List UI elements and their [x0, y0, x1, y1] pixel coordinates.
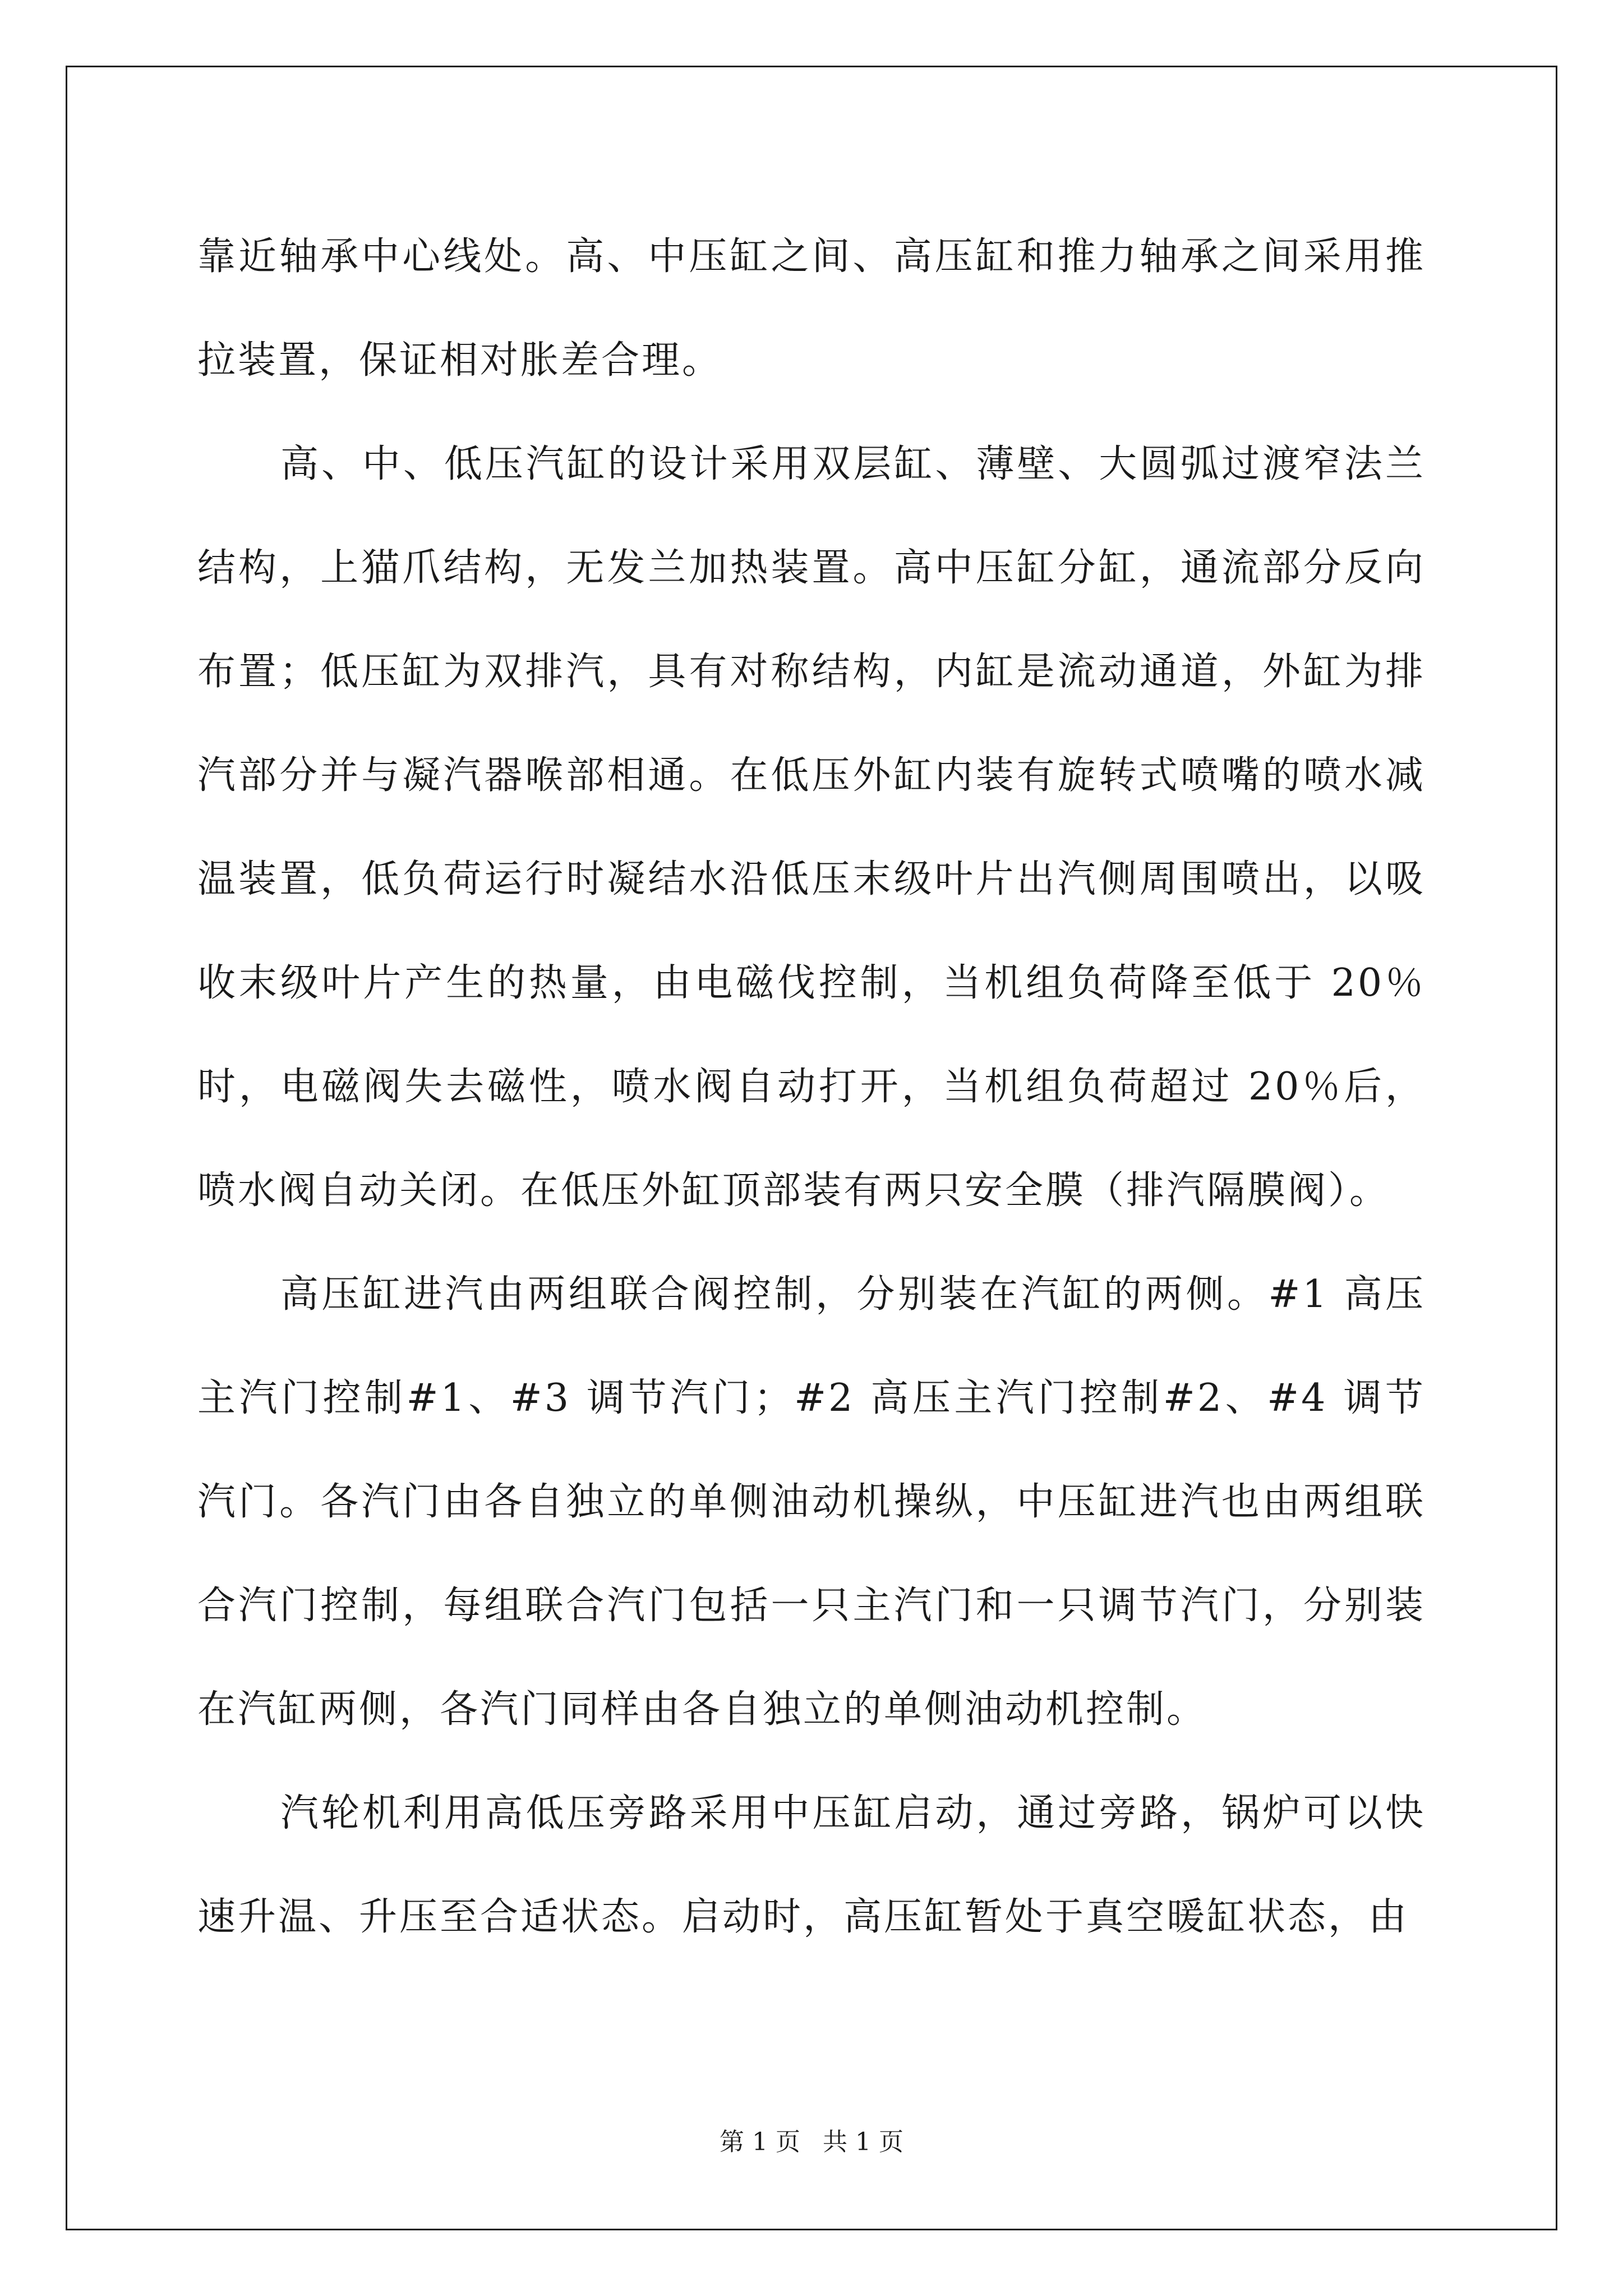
page-footer: [0, 2122, 1623, 2157]
page-number: 第 1 页: [720, 2128, 800, 2156]
page-total: 共 1 页: [823, 2128, 903, 2156]
document-body: [197, 205, 1426, 1969]
paragraph-4: 汽轮机利用高低压旁路采用中压缸启动，通过旁路，锅炉可以快速升温、升压至合适状态。启动时，高压缸暂处于真空暖缸状态，由: [197, 1791, 1426, 1939]
paragraph-1: 靠近轴承中心线处。高、中压缸之间、高压缸和推力轴承之间采用推拉装置，保证相对胀差合理。: [197, 234, 1426, 383]
paragraph-2: 高、中、低压汽缸的设计采用双层缸、薄壁、大圆弧过渡窄法兰结构，上猫爪结构，无发兰加热装置。高中压缸分缸，通流部分反向布置；低压缸为双排汽，具有对称结构，内缸是流动通道，外缸为排汽部分并与凝汽器喉部相通。在低压外缸内装有旋转式喷嘴的喷水减温装置，低负荷运行时凝结水沿低压末级叶片出汽侧周围喷出，以吸收末级叶片产生的热量，由电磁伐控制，当机组负荷降至低于 20％时，电磁阀失去磁性，喷水阀自动打开，当机组负荷超过 20％后，喷水阀自动关闭。在低压外缸顶部装有两只安全膜（排汽隔膜阀）。: [197, 442, 1426, 1213]
paragraph-3: 高压缸进汽由两组联合阀控制，分别装在汽缸的两侧。#1 高压主汽门控制#1、#3 调节汽门；#2 高压主汽门控制#2、#4 调节汽门。各汽门由各自独立的单侧油动机操纵，中压缸进汽也由两组联合汽门控制，每组联合汽门包括一只主汽门和一只调节汽门，分别装在汽缸两侧，各汽门同样由各自独立的单侧油动机控制。: [197, 1272, 1426, 1732]
